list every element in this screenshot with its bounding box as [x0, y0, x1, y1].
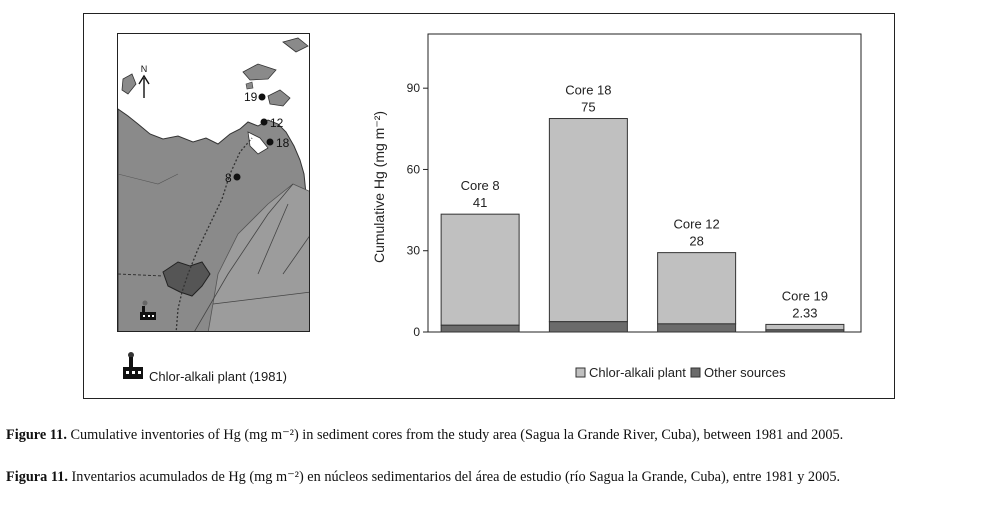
bar-chlor-alkali	[766, 324, 844, 329]
y-tick-label: 60	[406, 162, 420, 177]
factory-icon	[122, 351, 144, 381]
caption-spanish-text: Inventarios acumulados de Hg (mg m⁻²) en núcleos sedimentarios del área de estudio (río Sagua la Grande, Cuba), entre 1981 y 2005.	[67, 469, 841, 485]
chart-svg	[360, 30, 880, 390]
bar-value-label: 75	[581, 99, 596, 115]
bar-chlor-alkali	[658, 253, 736, 324]
site-label-18: 18	[276, 136, 290, 150]
site-label-12: 12	[270, 116, 284, 130]
bar-category-label: Core 12	[673, 216, 720, 232]
map-legend-label: Chlor-alkali plant (1981)	[149, 369, 288, 384]
legend-label-chlor-alkali: Chlor-alkali plant	[589, 365, 686, 380]
site-marker-18	[267, 139, 274, 146]
map-drawing	[118, 34, 310, 332]
bar-chlor-alkali	[441, 214, 519, 325]
island	[268, 90, 290, 106]
north-label: N	[140, 64, 148, 74]
study-area-map	[117, 33, 310, 332]
caption-spanish-label: Figura 11.	[6, 469, 68, 485]
caption-english-text: Cumulative inventories of Hg (mg m⁻²) in sediment cores from the study area (Sagua la Grande River, Cuba), between 1981 and 2005.	[66, 427, 844, 443]
y-axis-label: Cumulative Hg (mg m⁻²)	[371, 110, 387, 264]
bar-category-label: Core 8	[460, 178, 500, 194]
site-marker-8	[234, 174, 241, 181]
legend-swatch-chlor-alkali	[576, 368, 585, 377]
bar-chart	[360, 30, 880, 390]
island	[283, 38, 308, 52]
y-tick-label: 30	[406, 243, 420, 258]
bar-chlor-alkali	[549, 119, 627, 322]
caption-english-label: Figure 11.	[6, 427, 67, 443]
legend-label-other-sources: Other sources	[704, 365, 786, 380]
island	[243, 64, 276, 80]
bar-value-label: 2.33	[792, 305, 818, 321]
island	[122, 74, 136, 94]
caption-english	[6, 426, 978, 444]
caption-spanish	[6, 468, 978, 486]
bar-other-sources	[549, 322, 627, 332]
site-marker-12	[261, 119, 268, 126]
bar-value-label: 28	[689, 233, 704, 249]
y-tick-label: 90	[406, 81, 420, 96]
site-marker-19	[259, 94, 266, 101]
bar-other-sources	[658, 324, 736, 332]
bar-other-sources	[441, 325, 519, 332]
site-label-8: 8	[225, 171, 232, 185]
bar-category-label: Core 18	[565, 82, 612, 98]
bar-value-label: 41	[472, 195, 488, 211]
legend-swatch-other-sources	[691, 368, 700, 377]
site-label-19: 19	[244, 90, 258, 104]
bar-other-sources	[766, 330, 844, 332]
y-tick-label: 0	[413, 325, 420, 339]
bar-category-label: Core 19	[781, 288, 828, 304]
island	[246, 82, 253, 89]
